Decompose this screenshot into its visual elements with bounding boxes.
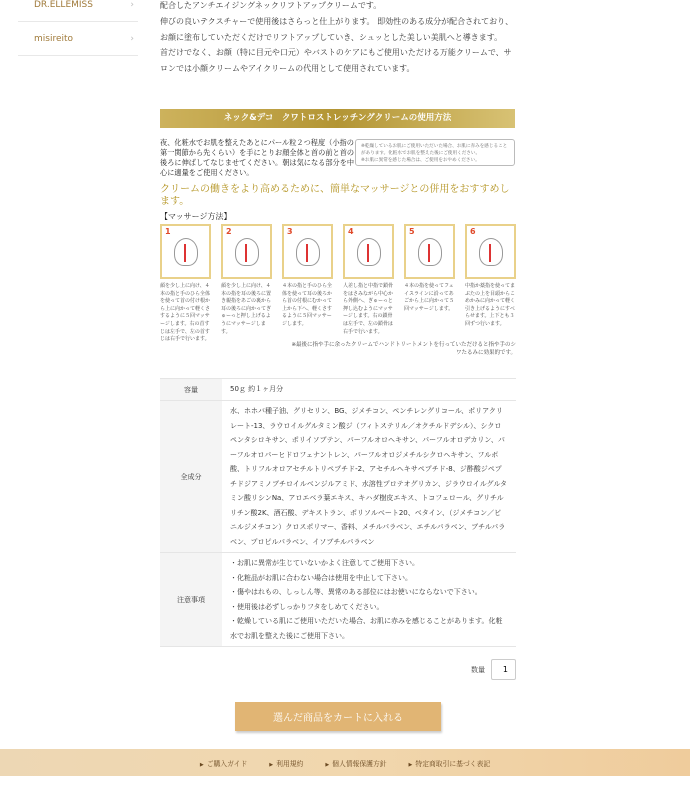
arrow-icon bbox=[367, 244, 369, 262]
arrow-icon bbox=[428, 244, 430, 262]
massage-illustration bbox=[282, 224, 333, 279]
massage-label: 【マッサージ方法】 bbox=[160, 212, 232, 221]
massage-recommendation: クリームの働きをより高めるために、簡単なマッサージとの併用をおすすめします。 bbox=[160, 184, 510, 207]
massage-step bbox=[465, 224, 516, 344]
sidebar-item-misireito[interactable] bbox=[18, 22, 138, 56]
caution-line: ・お肌に異常が生じていないかよく注意してご使用下さい。 bbox=[230, 559, 419, 567]
table-row bbox=[160, 553, 516, 647]
spec-label: 全成分 bbox=[160, 401, 222, 553]
arrow-icon bbox=[245, 244, 247, 262]
footer-link-label: 特定商取引に基づく表記 bbox=[415, 759, 491, 768]
quantity-label: 数量 bbox=[471, 665, 485, 674]
massage-step bbox=[282, 224, 333, 344]
spec-value: 水、ホホバ種子油、グリセリン、BG、ジメチコン、ペンチレングリコール、ポリアクリレート-13、ラウロイルグルタミン酸ジ（フィトステリル／オクチルドデシル）、シクロペンタシロキサン、ポリイソブテン、パーフルオロヘキサン、パーフルオロデカリン、パーフルオロパーヒドロフェナントレン、パーフルオロジメチルシクロヘキサン、フルボ酸、トリフルオロアセチルトリペプチド-2、アセチルヘキサペプチド-8、ジ酢酸ジペプチドジアミノブチロイルベンジルアミド、水溶性プロテオグリカン、ジラウロイルグルタミン酸リシンNa、アロエベラ葉エキス、キハダ樹皮エキス、トコフェロール、グリチルリチン酸2K、酒石酸、デキストラン、ポリソルベート20、ベタイン、（ジメチコン／ビニルジメチコン）クロスポリマー、香料、メチルパラベン、エチルパラベン、ブチルパラベン、プロピルパラベン、イソブチルパラベン bbox=[222, 401, 516, 553]
massage-illustration bbox=[465, 224, 516, 279]
caution-line: ・乾燥している肌にご使用いただいた場合、お肌に赤みを感じることがあります。化粧水でお肌を整えた後にご使用下さい。 bbox=[230, 617, 503, 640]
quantity-group bbox=[471, 659, 516, 680]
massage-illustration bbox=[404, 224, 455, 279]
caution-line: ・化粧品がお肌に合わない場合は使用を中止して下さい。 bbox=[230, 573, 412, 582]
quantity-input[interactable] bbox=[491, 659, 516, 680]
usage-note: ※お肌に異常を感じた場合は、ご使用をおやめください。 bbox=[361, 158, 480, 163]
intro-paragraph: 首だけでなく、お顔（特に目元や口元）やバストのケアにもご使用いただける万能クリームで、サロンでは小顔クリームやアイクリームの代用として使用されています。 bbox=[160, 48, 512, 73]
massage-step bbox=[221, 224, 272, 344]
usage-note: ※乾燥しているお肌にご使用いただいた場合、お肌に赤みを感じることがあります。化粧水でお肌を整えた後にご使用ください。 bbox=[361, 144, 508, 156]
arrow-icon bbox=[306, 244, 308, 262]
triangle-right-icon: ▶ bbox=[325, 761, 330, 768]
product-details bbox=[160, 378, 516, 731]
arrow-icon bbox=[489, 244, 491, 262]
step-description: 人差し指と中指で鎖骨をはさみながら中心から外側へ、ぎゅーっと押し込むようにマッサージします。右の鎖骨は左手で、左の鎖骨は右手で行います。 bbox=[343, 283, 394, 335]
step-description: ４本の指を使ってフェイスラインに沿ってあごから上に向かって５回マッサージします。 bbox=[404, 283, 455, 312]
step-number: 3 bbox=[287, 227, 293, 236]
massage-step bbox=[343, 224, 394, 344]
usage-notes bbox=[355, 139, 515, 166]
caution-line: ・傷やはれもの、しっしん等、異常のある部位にはお使いにならないで下さい。 bbox=[230, 588, 482, 596]
final-note: ※最後に指や手に余ったクリームでハンドトリートメントを行っていただけると指や手のシワたるみに効果的です。 bbox=[291, 342, 516, 356]
spec-table bbox=[160, 378, 516, 647]
add-to-cart-button[interactable]: 選んだ商品をカートに入れる bbox=[235, 702, 441, 731]
table-row bbox=[160, 379, 516, 401]
triangle-right-icon: ▶ bbox=[199, 761, 204, 768]
footer-nav bbox=[0, 749, 690, 776]
massage-illustration bbox=[160, 224, 211, 279]
footer-link-terms[interactable] bbox=[269, 758, 303, 768]
product-intro bbox=[160, 14, 516, 76]
caution-line: ・使用後は必ずしっかりフタをしめてください。 bbox=[230, 602, 384, 611]
chevron-right-icon: › bbox=[130, 33, 134, 44]
footer-link-label: 個人情報保護方針 bbox=[332, 759, 387, 768]
footer-link-tokushoho[interactable] bbox=[409, 758, 491, 768]
sidebar-item-label: misireito bbox=[34, 33, 74, 44]
step-number: 6 bbox=[470, 227, 476, 236]
step-number: 1 bbox=[165, 227, 171, 236]
footer-link-guide[interactable] bbox=[200, 758, 247, 768]
usage-banner: ネック&デコ クワトロストレッチングクリームの使用方法 bbox=[160, 109, 515, 128]
massage-illustration bbox=[343, 224, 394, 279]
sidebar-item-label: DR.ELLEMISS bbox=[34, 0, 93, 10]
step-description: ４本の指と手のひら全体を使って耳の後ろから首の付根にむかって上から下へ、軽くさするように５回マッサージします。 bbox=[282, 283, 333, 327]
massage-step bbox=[160, 224, 211, 344]
intro-top-line: 配合したアンチエイジングネックリフトアップクリームです。 bbox=[160, 1, 382, 10]
spec-value: 50ｇ 約１ヶ月分 bbox=[222, 379, 516, 401]
step-description: 中指か薬指を使ってまぶたの上を目頭からこめかみに向かって軽く引き上げるようにすべらせます。上下とも３回ずつ行います。 bbox=[465, 283, 516, 327]
massage-step bbox=[404, 224, 455, 344]
footer-link-label: ご購入ガイド bbox=[206, 759, 248, 768]
spec-label: 注意事項 bbox=[160, 553, 222, 647]
usage-instructions: 夜、化粧水でお肌を整えたあとにパール粒２つ程度（小指の第一関節から先くらい）を手にとりお顔全体と首の前と首の後ろに伸ばしてなじませてください。朝は気になる部分を中心に適量をご使用ください。 bbox=[160, 138, 355, 177]
footer-link-label: 利用規約 bbox=[276, 759, 304, 768]
sidebar-item-dr-ellemiss[interactable] bbox=[18, 0, 138, 22]
arrow-icon bbox=[184, 244, 186, 262]
chevron-right-icon: › bbox=[130, 0, 134, 10]
footer-link-privacy[interactable] bbox=[325, 758, 386, 768]
massage-steps bbox=[160, 224, 516, 344]
massage-illustration bbox=[221, 224, 272, 279]
spec-value bbox=[222, 553, 516, 647]
spec-label: 容量 bbox=[160, 379, 222, 401]
step-description: 顔を少し上に向け、４本の指と手のひら全体を使って首の付け根から上に向かって軽くさするように５回マッサージします。右の首すじは左手で、左の首すじは右手で行います。 bbox=[160, 283, 211, 343]
sidebar bbox=[18, 0, 138, 56]
step-number: 5 bbox=[409, 227, 415, 236]
triangle-right-icon: ▶ bbox=[408, 761, 413, 768]
step-number: 2 bbox=[226, 227, 232, 236]
step-number: 4 bbox=[348, 227, 354, 236]
intro-paragraph: 伸びの良いテクスチャーで使用後はさらっと仕上がります。 即効性のある成分が配合されており、お顔に塗布していただくだけでリフトアップしていき、シュッとした美しい美肌へと導きます。 bbox=[160, 17, 514, 42]
table-row bbox=[160, 401, 516, 553]
triangle-right-icon: ▶ bbox=[269, 761, 274, 768]
step-description: 顔を少し上に向け、４本の指を耳の後ろに置き親指をあごの裏から耳の後ろに向かってぎゅーっと押し上げるようにマッサージします。 bbox=[221, 283, 272, 335]
